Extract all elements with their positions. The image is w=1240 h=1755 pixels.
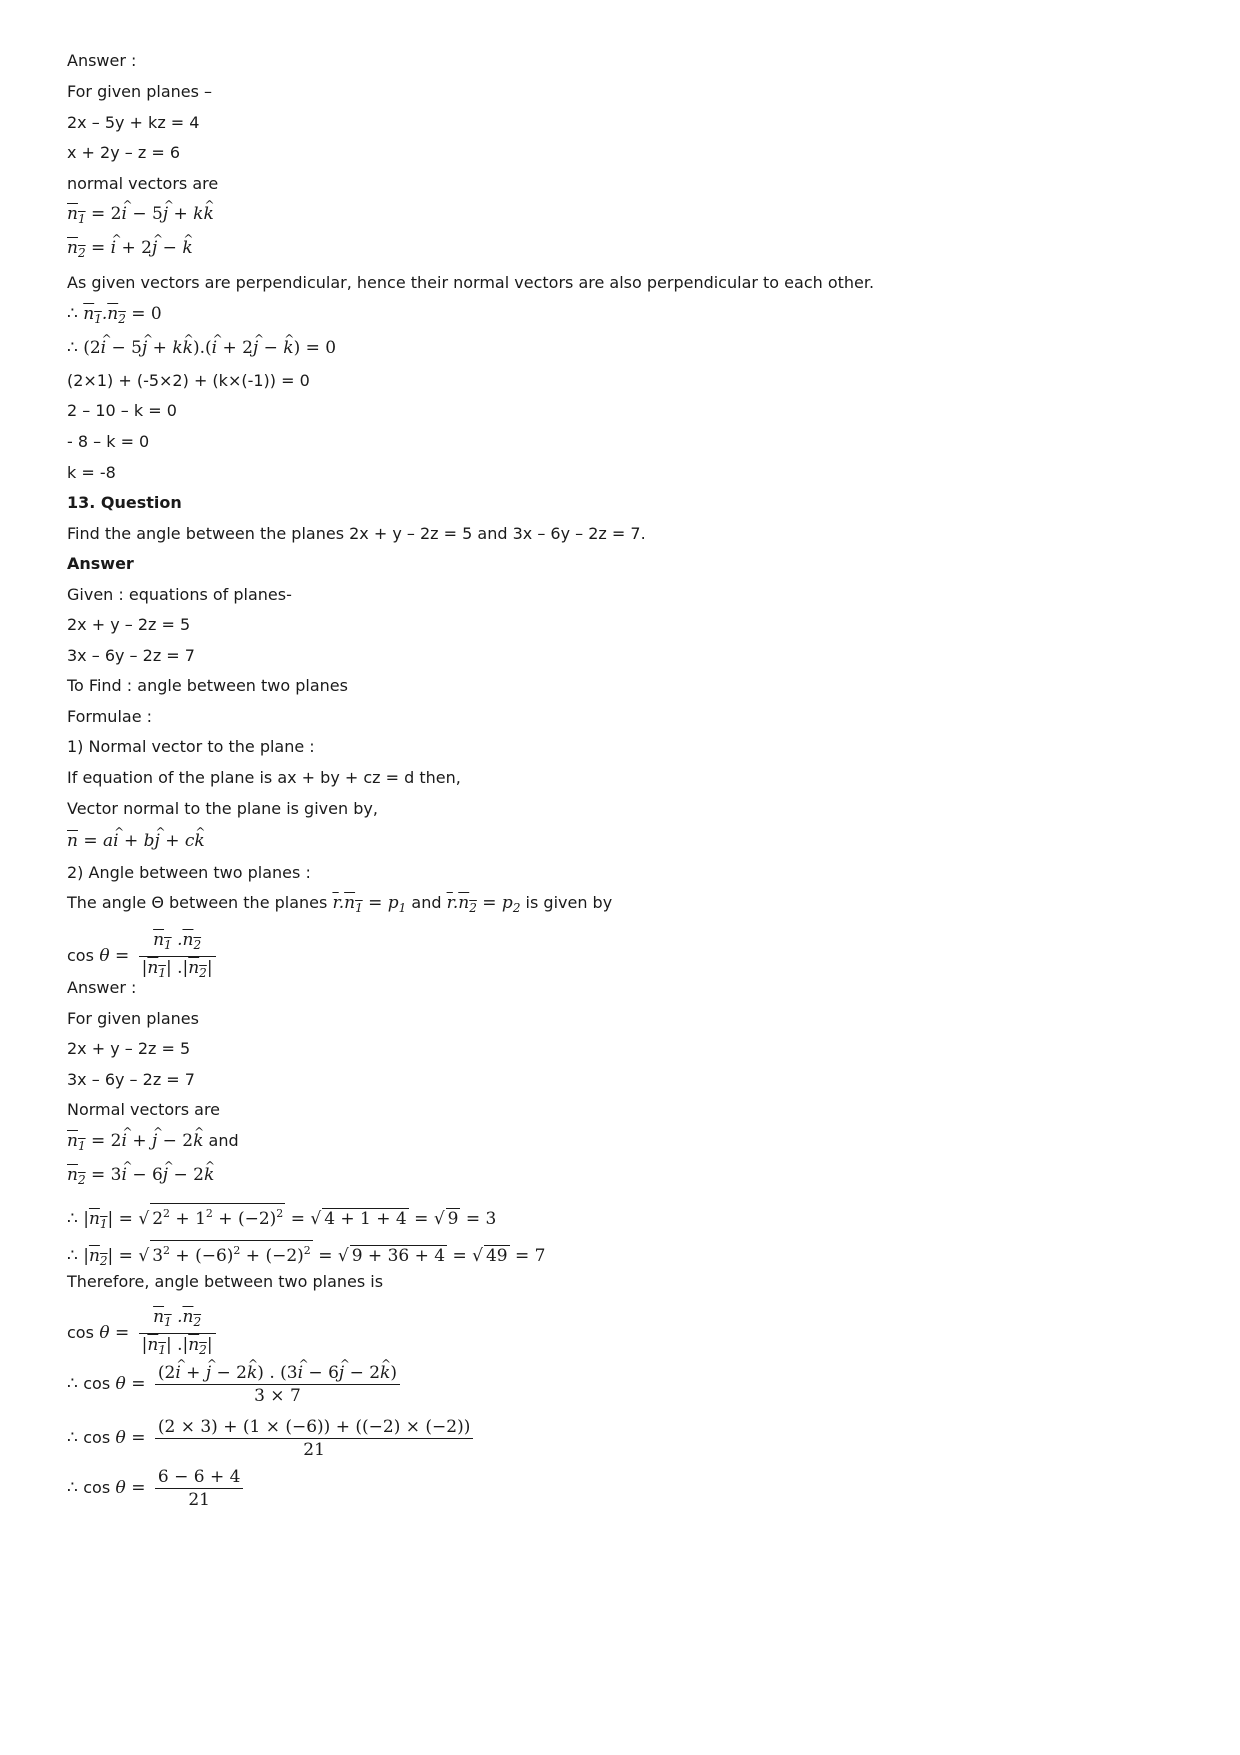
text-line: normal vectors are <box>67 174 219 193</box>
text-span: and <box>208 1131 239 1150</box>
plane-equation-2: x + 2y – z = 6 <box>67 143 181 162</box>
text-line: Normal vectors are <box>67 1100 221 1119</box>
plane-vector-equation-2: $\overline{r}.n_2 = p_2$ <box>446 893 521 915</box>
text-span: is given by <box>525 893 613 912</box>
question-heading: 13. Question <box>67 493 182 512</box>
text-line: 2) Angle between two planes : <box>67 863 311 882</box>
text-span: The angle Θ between the planes <box>67 893 328 912</box>
cos-theta-formula: cos θ = $\frac{n_1 .n_2}{|n_1| .|n_2|}$ <box>67 1307 220 1360</box>
text-line: Formulae : <box>67 707 153 726</box>
angle-formula-description <box>67 893 612 918</box>
answer-label: Answer : <box>67 51 137 70</box>
text-line: (2×1) + (-5×2) + (k×(-1)) = 0 <box>67 371 310 390</box>
dot-product-expanded: ∴ (2i ^ − 5j ^ + kk ^).(i ^ + 2j ^ − k ^) = 0 <box>67 338 336 358</box>
answer-heading: Answer <box>67 554 134 573</box>
plane-equation-1: 2x – 5y + kz = 4 <box>67 113 200 132</box>
cos-theta-simplified: ∴ cos θ = $\frac{6 - 6 + 4}{21}$ <box>67 1467 247 1510</box>
text-line: For given planes – <box>67 82 213 101</box>
text-line: Therefore, angle between two planes is <box>67 1272 384 1291</box>
text-line: To Find : angle between two planes <box>67 676 348 695</box>
normal-vector-formula: $\overline{n}$ = ai ^ + bj ^ + ck ^ <box>67 831 205 851</box>
result-k: k = -8 <box>67 463 116 482</box>
plane-equation-1: 2x + y – 2z = 5 <box>67 1039 191 1058</box>
text-line: Vector normal to the plane is given by, <box>67 799 378 818</box>
cos-theta-expanded: ∴ cos θ = $\frac{(2 \times 3) + (1 \times (-6)) + ((-2) \times (-2))}{21}$ <box>67 1417 477 1460</box>
plane-equation-1: 2x + y – 2z = 5 <box>67 615 191 634</box>
magnitude-n2: ∴ $|n_2|$ = √ $3^2 + (-6)^2 + (-2)^2$ = √ 9 + 36 + 4 = √ 49 = 7 <box>67 1240 546 1271</box>
plane-vector-equation-1: $\overline{r}.n_1 = p_1$ <box>332 893 407 915</box>
text-line: For given planes <box>67 1009 199 1028</box>
dot-product-equation: ∴ $n_1.n_2 = 0$ <box>67 304 162 326</box>
question-text: Find the angle between the planes 2x + y – 2z = 5 and 3x – 6y – 2z = 7. <box>67 524 646 543</box>
text-line: 2 – 10 – k = 0 <box>67 401 177 420</box>
normal-vector-n1: $n_1 = 2i$ ^ + j ^ − 2k ^ and <box>67 1131 239 1156</box>
plane-equation-2: 3x – 6y – 2z = 7 <box>67 646 195 665</box>
text-span: and <box>411 893 442 912</box>
normal-vector-n2: $n_2 = 3i$ ^ − 6j ^ − 2k ^ <box>67 1165 214 1190</box>
text-line: As given vectors are perpendicular, hence their normal vectors are also perpendicular to each other. <box>67 273 875 292</box>
magnitude-n1: ∴ $|n_1|$ = √ $2^2 + 1^2 + (-2)^2$ = √ 4 + 1 + 4 = √ 9 = 3 <box>67 1203 496 1234</box>
cos-theta-substituted: ∴ cos θ = $\frac{(2i \^{} + j \^{} - 2k \^{}) . (3i \^{} - 6j \^{} - 2k \^{})}{3 \times 7}$ <box>67 1363 404 1406</box>
normal-vector-n2: $n_2 = i$ ^ + 2j ^ − k ^ <box>67 238 193 263</box>
text-line: Given : equations of planes- <box>67 585 292 604</box>
cos-theta-formula: cos θ = $\frac{n_1 .n_2}{|n_1| .|n_2|}$ <box>67 930 220 983</box>
normal-vector-n1: $n_1 = 2i$ ^ − 5j ^ + kk ^ <box>67 204 214 229</box>
text-line: If equation of the plane is ax + by + cz = d then, <box>67 768 461 787</box>
text-line: - 8 – k = 0 <box>67 432 150 451</box>
text-line: 1) Normal vector to the plane : <box>67 737 315 756</box>
plane-equation-2: 3x – 6y – 2z = 7 <box>67 1070 195 1089</box>
answer-label: Answer : <box>67 978 137 997</box>
